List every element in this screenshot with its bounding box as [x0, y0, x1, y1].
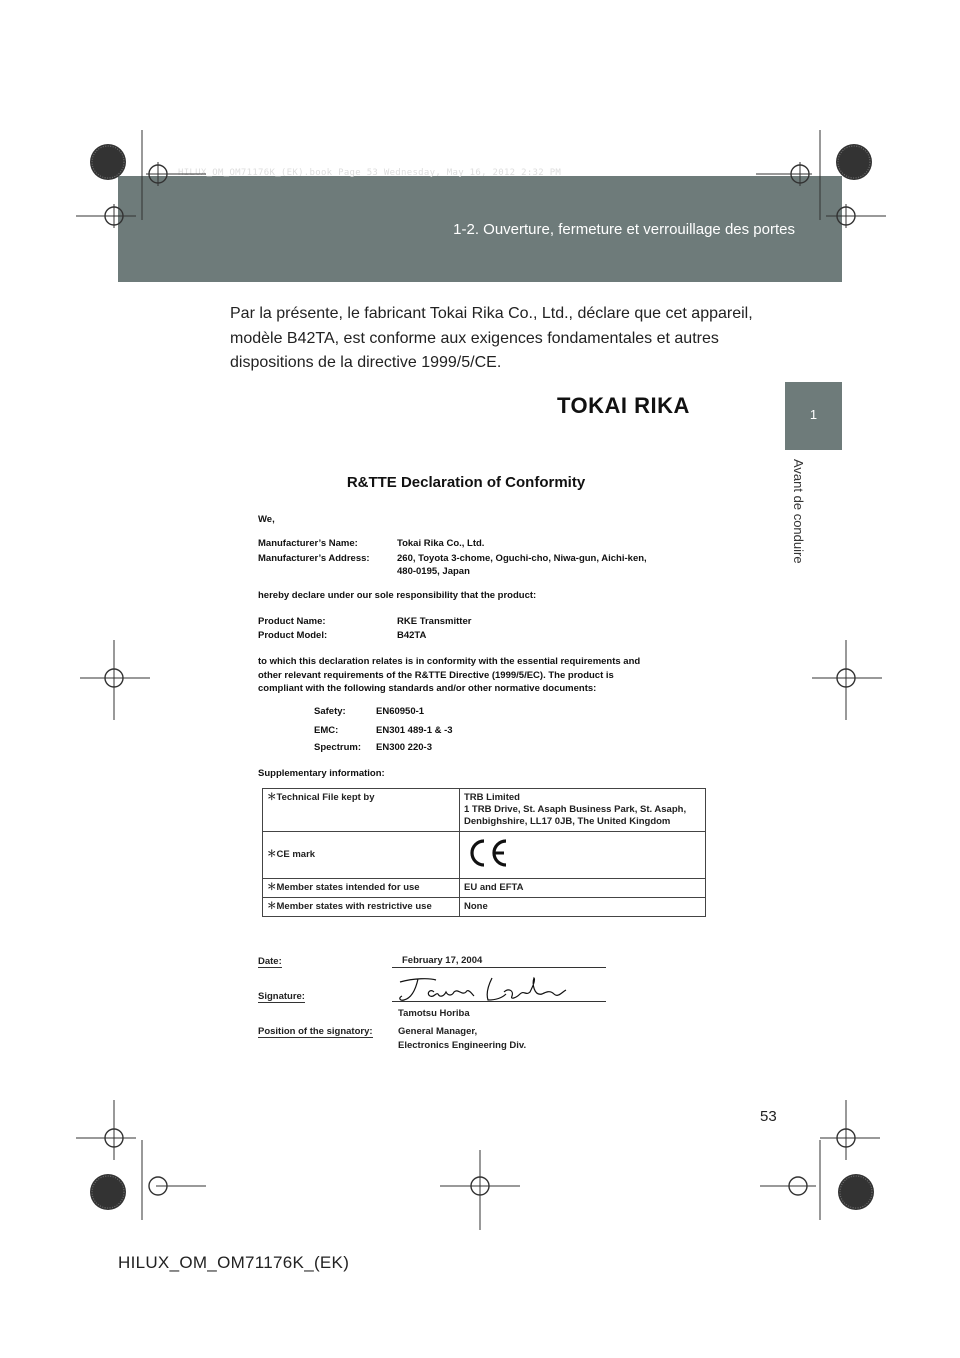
chapter-number: 1 [809, 407, 818, 422]
conformity-line-1: to which this declaration relates is in conformity with the essential requirements and [258, 656, 641, 667]
table-cell-label: ＊CE mark [263, 832, 460, 879]
intro-paragraph: Par la présente, le fabricant Tokai Rika Co., Ltd., déclare que cet appareil, modèle B42TA, est conforme aux exigences fondamentales et autres dispositions de la directive 1999/5/CE. [230, 305, 753, 371]
product-name-label: Product Name: [258, 616, 326, 627]
table-cell-value [460, 789, 706, 832]
book-meta-line: HILUX_OM_OM71176K_(EK).book Page 53 Wednesday, May 16, 2012 2:32 PM [178, 168, 562, 178]
date-value: February 17, 2004 [402, 955, 483, 966]
supplementary-heading: Supplementary information: [258, 768, 385, 779]
conformity-line-3: compliant with the following standards and/or other normative documents: [258, 683, 597, 694]
handwritten-signature [396, 974, 576, 1004]
hereby-line: hereby declare under our sole responsibility that the product: [258, 590, 537, 601]
trb-name: TRB Limited [464, 792, 520, 803]
crop-mark-bottom-center [440, 1150, 520, 1235]
trb-address-1: 1 TRB Drive, St. Asaph Business Park, St. Asaph, [464, 804, 687, 815]
manufacturer-address-line-2: 480-0195, Japan [397, 566, 470, 577]
product-name: RKE Transmitter [397, 616, 472, 627]
trb-address-2: Denbighshire, LL17 0JB, The United Kingdom [464, 816, 671, 827]
declaration-title: R&TTE Declaration of Conformity [346, 474, 586, 491]
table-cell-label: ＊Member states with restrictive use [263, 898, 460, 917]
supplementary-table [262, 788, 706, 917]
manufacturer-name: Tokai Rika Co., Ltd. [397, 538, 485, 549]
emc-standard: EN301 489-1 & -3 [376, 725, 453, 736]
position-label: Position of the signatory: [258, 1026, 373, 1037]
table-row [263, 879, 706, 898]
table-row [263, 789, 706, 832]
conformity-line-2: other relevant requirements of the R&TTE Directive (1999/5/EC). The product is [258, 670, 614, 681]
signature-label: Signature: [258, 991, 305, 1002]
table-cell-label: ＊Technical File kept by [263, 789, 460, 832]
table-cell-value: EU and EFTA [460, 879, 706, 898]
crop-mark-top-left [76, 130, 206, 245]
manufacturer-address-label: Manufacturer’s Address: [258, 553, 370, 564]
footer-code: HILUX_OM_OM71176K_(EK) [118, 1253, 350, 1272]
ce-mark-icon [464, 835, 510, 871]
safety-label: Safety: [314, 706, 346, 717]
table-cell-value [460, 832, 706, 879]
position-line-2: Electronics Engineering Div. [398, 1040, 527, 1051]
date-label: Date: [258, 956, 282, 967]
spectrum-standard: EN300 220-3 [376, 742, 432, 753]
table-row [263, 832, 706, 879]
product-model-label: Product Model: [258, 630, 328, 641]
position-line-1: General Manager, [398, 1026, 478, 1037]
crop-mark-mid-right [812, 640, 882, 725]
manufacturer-address-line-1: 260, Toyota 3-chome, Oguchi-cho, Niwa-gun, Aichi-ken, [397, 553, 647, 564]
section-title: 1-2. Ouverture, fermeture et verrouillage des portes [453, 221, 795, 238]
signatory-name: Tamotsu Horiba [398, 1008, 470, 1019]
safety-standard: EN60950-1 [376, 706, 425, 717]
table-cell-value: None [460, 898, 706, 917]
crop-mark-top-right [756, 130, 886, 245]
page-number: 53 [760, 1108, 777, 1125]
emc-label: EMC: [314, 725, 339, 736]
chapter-label-text: Avant de conduire [791, 459, 806, 564]
product-model: B42TA [397, 630, 427, 641]
manufacturer-name-label: Manufacturer’s Name: [258, 538, 358, 549]
tokai-rika-logo: TOKAI RIKA [557, 393, 690, 418]
we-line: We, [258, 514, 275, 525]
table-cell-label: ＊Member states intended for use [263, 879, 460, 898]
crop-mark-bottom-right [740, 1100, 890, 1225]
crop-mark-bottom-left [76, 1100, 226, 1225]
spectrum-label: Spectrum: [314, 742, 361, 753]
crop-mark-mid-left [80, 640, 150, 725]
chapter-label [792, 459, 806, 579]
table-row [263, 898, 706, 917]
